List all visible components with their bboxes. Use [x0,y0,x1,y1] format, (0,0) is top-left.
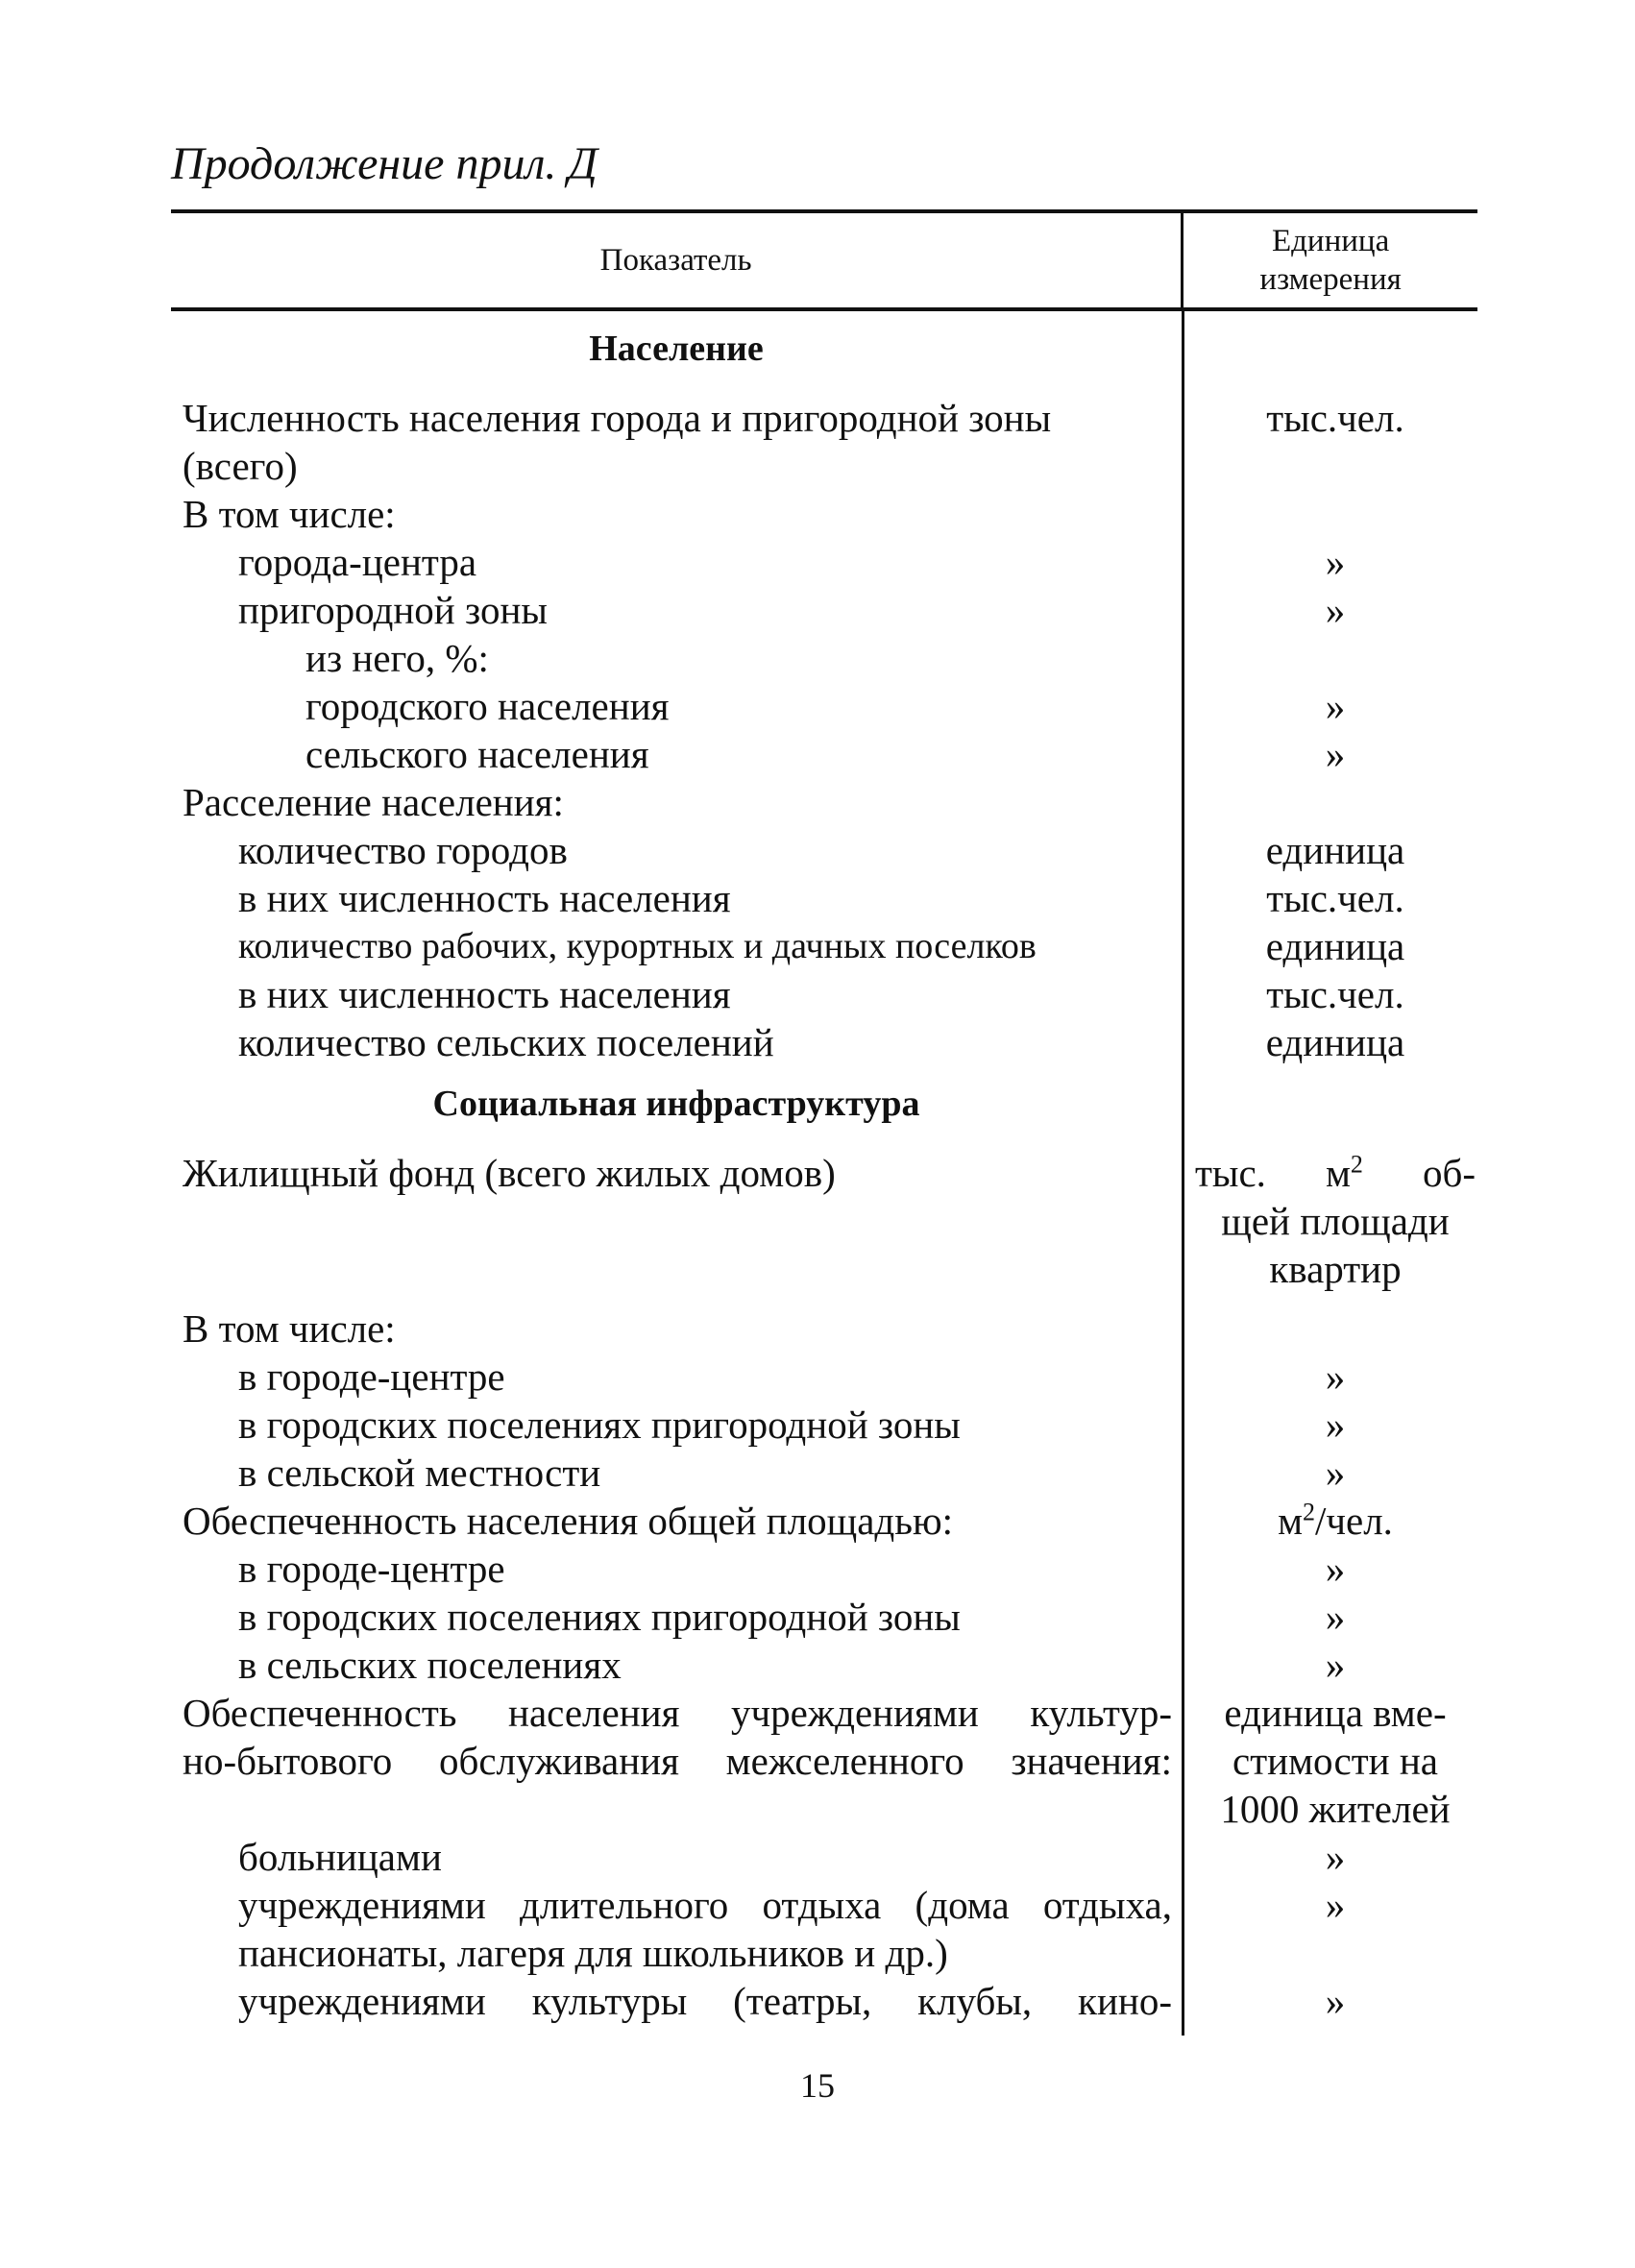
unit-capacity: единица вме- стимости на 1000 жителей [1220,1691,1451,1831]
table-row: количество сельских поселений единица [238,1020,1405,1064]
table-row: в городских поселениях пригородной зоны » [238,1402,1346,1447]
table-row: города-центра » [238,540,1346,584]
header-unit-line1: Единица [1271,224,1390,258]
table-row: пригородной зоны » [238,588,1346,632]
table-row: Обеспеченность населения учреждениями культур- но-бытового обслуживания межселенного значения: единица вме- стимости на 1000 жителей [171,1689,1477,1833]
table-row: в сельских поселениях » [238,1643,1346,1687]
table-row: В том числе: [183,492,396,536]
table-row: в городе-центре » [238,1354,1346,1399]
table-row: Обеспеченность населения общей площадью: $м^2$/чел. [171,1497,1477,1545]
table-row: в городе-центре » [238,1547,1346,1591]
table-row: Жилищный фонд (всего жилых домов) тыс. $м^2$ об- щей площади квартир [183,1150,1476,1291]
table-row: (всего) [183,444,298,488]
section-social-infrastructure: Социальная инфраструктура [432,1084,920,1124]
section-population: Население [589,329,764,369]
table-row: в городских поселениях пригородной зоны » [238,1595,1346,1639]
table-row: В том числе: [183,1306,396,1351]
table-row: больницами » [238,1835,1346,1879]
table-row: учреждениями длительного отдыха (дома отдыха, пансионаты, лагеря для школьников и др.) » [238,1883,1346,1975]
indicator-table [171,209,1477,2025]
header-indicator: Показатель [599,242,752,278]
table-row: учреждениями культуры (театры, клубы, кино- » [238,1979,1346,2023]
table-body [171,311,1477,2025]
table-row: из него, %: [305,636,489,680]
table-row: в них численность населения тыс.чел. [238,972,1404,1016]
table-row: количество рабочих, курортных и дачных поселков единица [238,924,1405,968]
table-row: количество городов единица [238,828,1405,872]
table-row: Расселение населения: [183,780,564,824]
table-header-row [171,213,1477,307]
header-unit-line2: измерения [1259,262,1402,297]
table-row: в них численность населения тыс.чел. [238,876,1404,920]
table-row: в сельской местности » [238,1451,1346,1495]
header-unit [1181,213,1477,307]
table-row: сельского населения » [305,732,1346,776]
unit-housing: тыс. $м^2$ об- щей площади квартир [1195,1150,1476,1291]
page-number: 15 [800,2066,835,2105]
continuation-header: Продолжение прил. Д [171,138,598,189]
table-row: Численность населения города и пригородной зоны тыс.чел. [183,396,1404,440]
unit-area-per-person: $м^2$/чел. [1278,1498,1393,1543]
table-row: городского населения » [305,684,1346,728]
